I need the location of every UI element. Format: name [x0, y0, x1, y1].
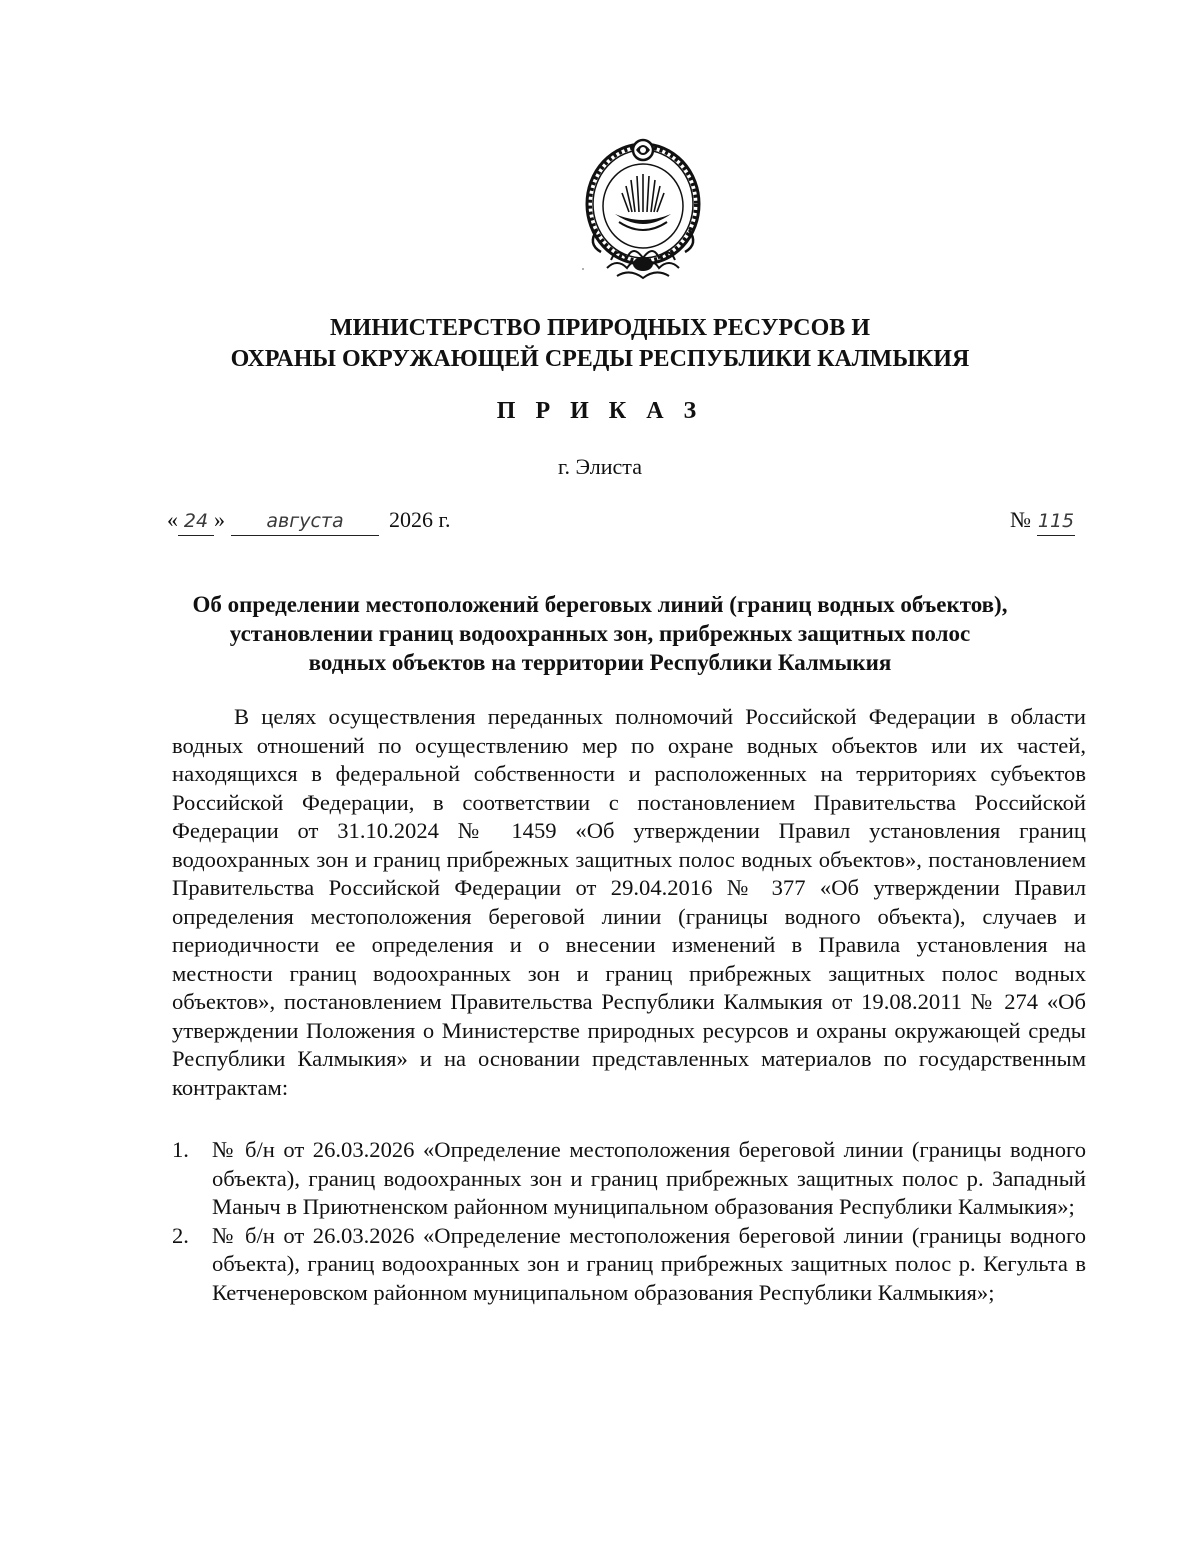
date-month-handwritten: августа [231, 507, 379, 536]
list-item [172, 1136, 1086, 1222]
date-close-quote: » [214, 507, 225, 532]
scan-speck [582, 268, 584, 270]
date-open-quote: « [167, 507, 178, 532]
organization-name-line1: МИНИСТЕРСТВО ПРИРОДНЫХ РЕСУРСОВ И [330, 315, 870, 341]
organization-name [0, 313, 1200, 375]
document-title-line2: установлении границ водоохранных зон, прибрежных защитных полос [229, 621, 971, 646]
document-number [1010, 506, 1075, 536]
list-item-text: № б/н от 26.03.2026 «Определение местоположения береговой линии (границы водного объекта), границ водоохранных зон и границ прибрежных защитных полос р. Западный Маныч в Приютненском районном муниципальном образования Республики Калмыкия»; [212, 1137, 1086, 1219]
document-title-line1: Об определении местоположений береговых линий (границ водных объектов), [192, 592, 1008, 617]
document-date [167, 506, 451, 536]
number-value-handwritten: 115 [1037, 507, 1075, 536]
document-title-line3: водных объектов на территории Республики Калмыкия [308, 650, 892, 675]
contracts-list [172, 1136, 1086, 1307]
city: г. Элиста [558, 454, 642, 479]
list-item-text: № б/н от 26.03.2026 «Определение местоположения береговой линии (границы водного объекта), границ водоохранных зон и границ прибрежных защитных полос р. Кегульта в Кетченеровском районном муниципальном образования Республики Калмыкия»; [212, 1222, 1086, 1305]
number-label: № [1010, 507, 1031, 532]
republic-of-kalmykia-emblem-icon [581, 134, 705, 286]
body-paragraph: В целях осуществления переданных полномочий Российской Федерации в области водных отношений по осуществлению мер по охране водных объектов или их частей, находящихся в федеральной собственности и расположенных на территориях субъектов Российской Федерации, в соответствии с постановлением Правительства Российской Федерации от 31.10.2024 № 1459 «Об утверждении Правил установления границ водоохранных зон и границ прибрежных защитных полос водных объектов», постановлением Правительства Российской Федерации от 29.04.2016 № 377 «Об утверждении Правил определения местоположения береговой линии (границы водного объекта), случаев и периодичности ее определения и о внесении изменений в Правила установления на местности границ водоохранных зон и границ прибрежных защитных полос водных объектов», постановлением Правительства Республики Калмыкия от 19.08.2011 № 274 «Об утверждении Положения о Министерстве природных ресурсов и охраны окружающей среды Республики Калмыкия» и на основании представленных материалов по государственным контрактам: [172, 704, 1086, 1100]
document-title [0, 590, 1200, 677]
date-day-handwritten: 24 [178, 507, 214, 536]
list-item-number: 1. [172, 1137, 189, 1162]
list-item-number: 2. [172, 1222, 189, 1248]
document-type: П Р И К А З [496, 398, 704, 424]
organization-name-line2: ОХРАНЫ ОКРУЖАЮЩЕЙ СРЕДЫ РЕСПУБЛИКИ КАЛМЫКИЯ [230, 346, 970, 372]
date-year: 2026 г. [389, 507, 451, 532]
list-item [172, 1222, 1086, 1308]
